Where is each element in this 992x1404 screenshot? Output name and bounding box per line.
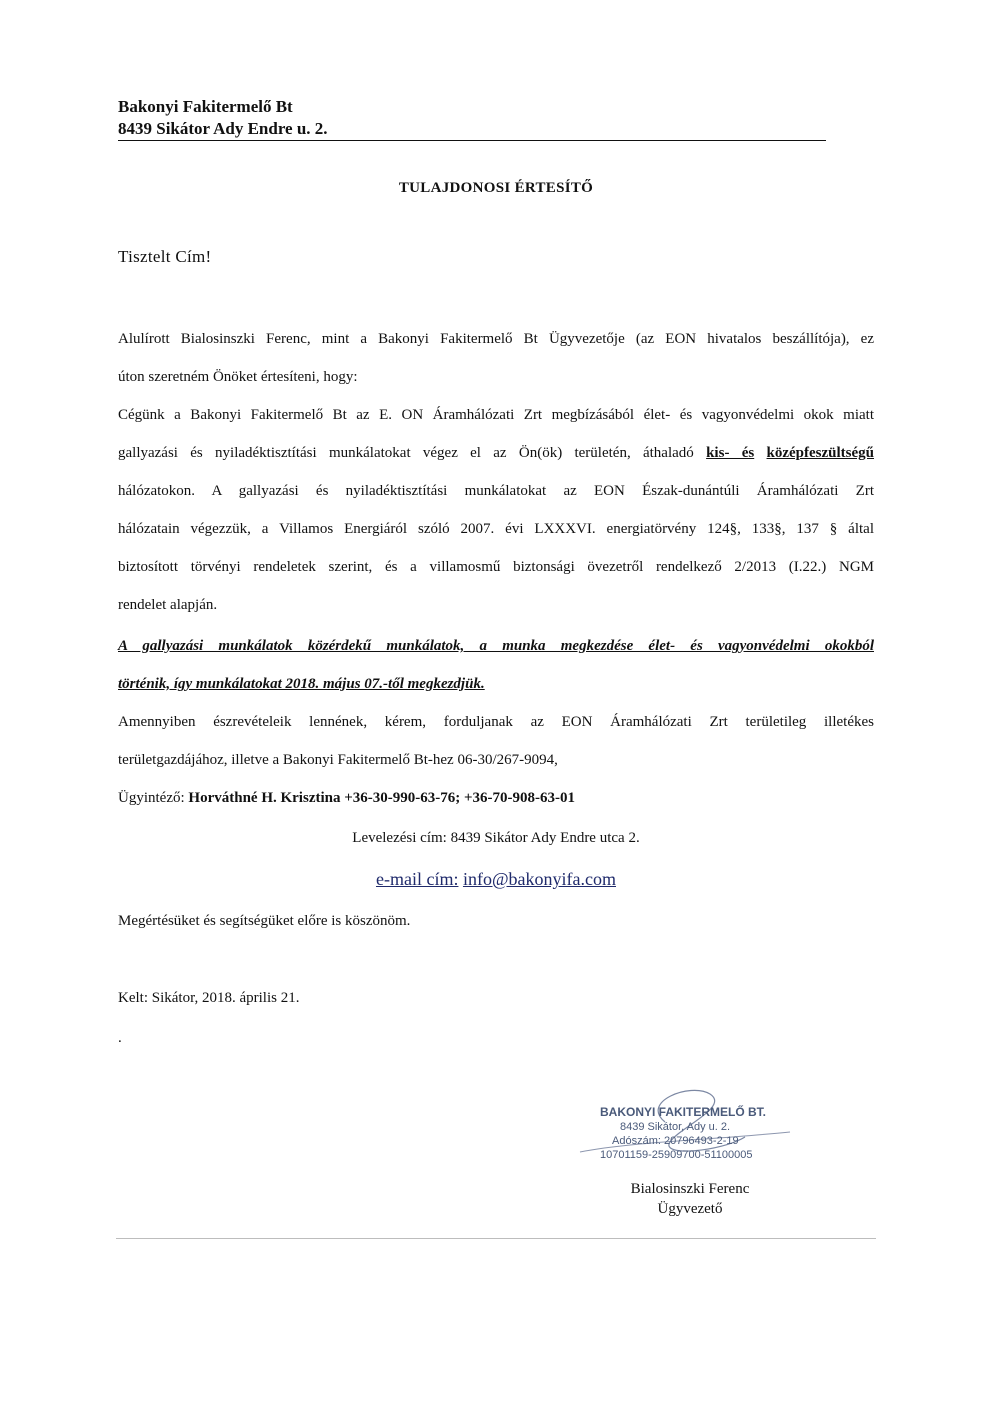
footer-divider [116,1238,876,1239]
body-line: hálózatokon. A gallyazási és nyiladéktisztítási munkálatokat az EON Észak-dunántúli Áramhálózati Zrt [118,483,874,499]
thanks-line: Megértésüket és segítségüket előre is köszönöm. [118,913,411,929]
stamp-line: Adószám: 20796493-2-19 [612,1135,739,1147]
contact-label: Ügyintéző: [118,790,185,806]
sender-company: Bakonyi Fakitermelő Bt [118,97,293,116]
company-stamp [570,1082,800,1172]
contact-line [118,790,575,807]
body-line [118,445,874,462]
body-line: úton szeretném Önöket értesíteni, hogy: [118,369,358,385]
document-title: TULAJDONOSI ÉRTESÍTŐ [398,180,594,196]
body-line: rendelet alapján. [118,597,218,613]
body-line: hálózatain végezzük, a Villamos Energiáról szóló 2007. évi LXXXVI. energiatörvény 124§, 133§, 137 § által [118,521,874,537]
body-line: biztosított törvényi rendeletek szerint, és a villamosmű biztonsági övezetről rendelkező 2/2013 (I.22.) NGM [118,559,874,575]
email-line [0,869,992,890]
signer-name: Bialosinszki Ferenc [630,1181,750,1197]
contact-value: Horváthné H. Krisztina +36-30-990-63-76; +36-70-908-63-01 [188,790,576,806]
stamp-line: BAKONYI FAKITERMELŐ BT. [600,1105,767,1119]
sender-address: 8439 Sikátor Ady Endre u. 2. [118,118,826,141]
mailing-address: Levelezési cím: 8439 Sikátor Ady Endre utca 2. [352,830,640,846]
sender-block [118,96,826,141]
email-label: e-mail cím: [375,869,459,889]
body-line: Amennyiben észrevételeik lennének, kérem, forduljanak az EON Áramhálózati Zrt területileg illetékes [118,714,874,730]
body-line: Alulírott Bialosinszki Ferenc, mint a Bakonyi Fakitermelő Bt Ügyvezetője (az EON hivatalos beszállítója), ez [118,331,874,347]
stamp-line: 8439 Sikátor, Ady u. 2. [620,1121,731,1133]
body-line: Cégünk a Bakonyi Fakitermelő Bt az E. ON Áramhálózati Zrt megbízásából élet- és vagyonvédelmi okok miatt [118,407,874,423]
email-link[interactable]: info@bakonyifa.com [462,869,616,889]
body-text: gallyazási és nyiladéktisztítási munkálatokat végez el az Ön(ök) területén, áthaladó [118,445,694,461]
voltage-small: kis- és [706,445,755,461]
signer-role: Ügyvezető [657,1201,723,1217]
notice-line: történik, így munkálatokat 2018. május 07.-től megkezdjük. [118,676,485,692]
voltage-medium: középfeszültségű [766,445,875,461]
dot-mark: . [118,1030,122,1046]
notice-line: A gallyazási munkálatok közérdekű munkálatok, a munka megkezdése élet- és vagyonvédelmi okokból [118,638,874,654]
stamp-line: 10701159-25909700-51100005 [600,1149,753,1161]
salutation: Tisztelt Cím! [118,247,212,266]
date-line: Kelt: Sikátor, 2018. április 21. [118,990,300,1006]
body-line: területgazdájához, illetve a Bakonyi Fakitermelő Bt-hez 06-30/267-9094, [118,752,558,768]
